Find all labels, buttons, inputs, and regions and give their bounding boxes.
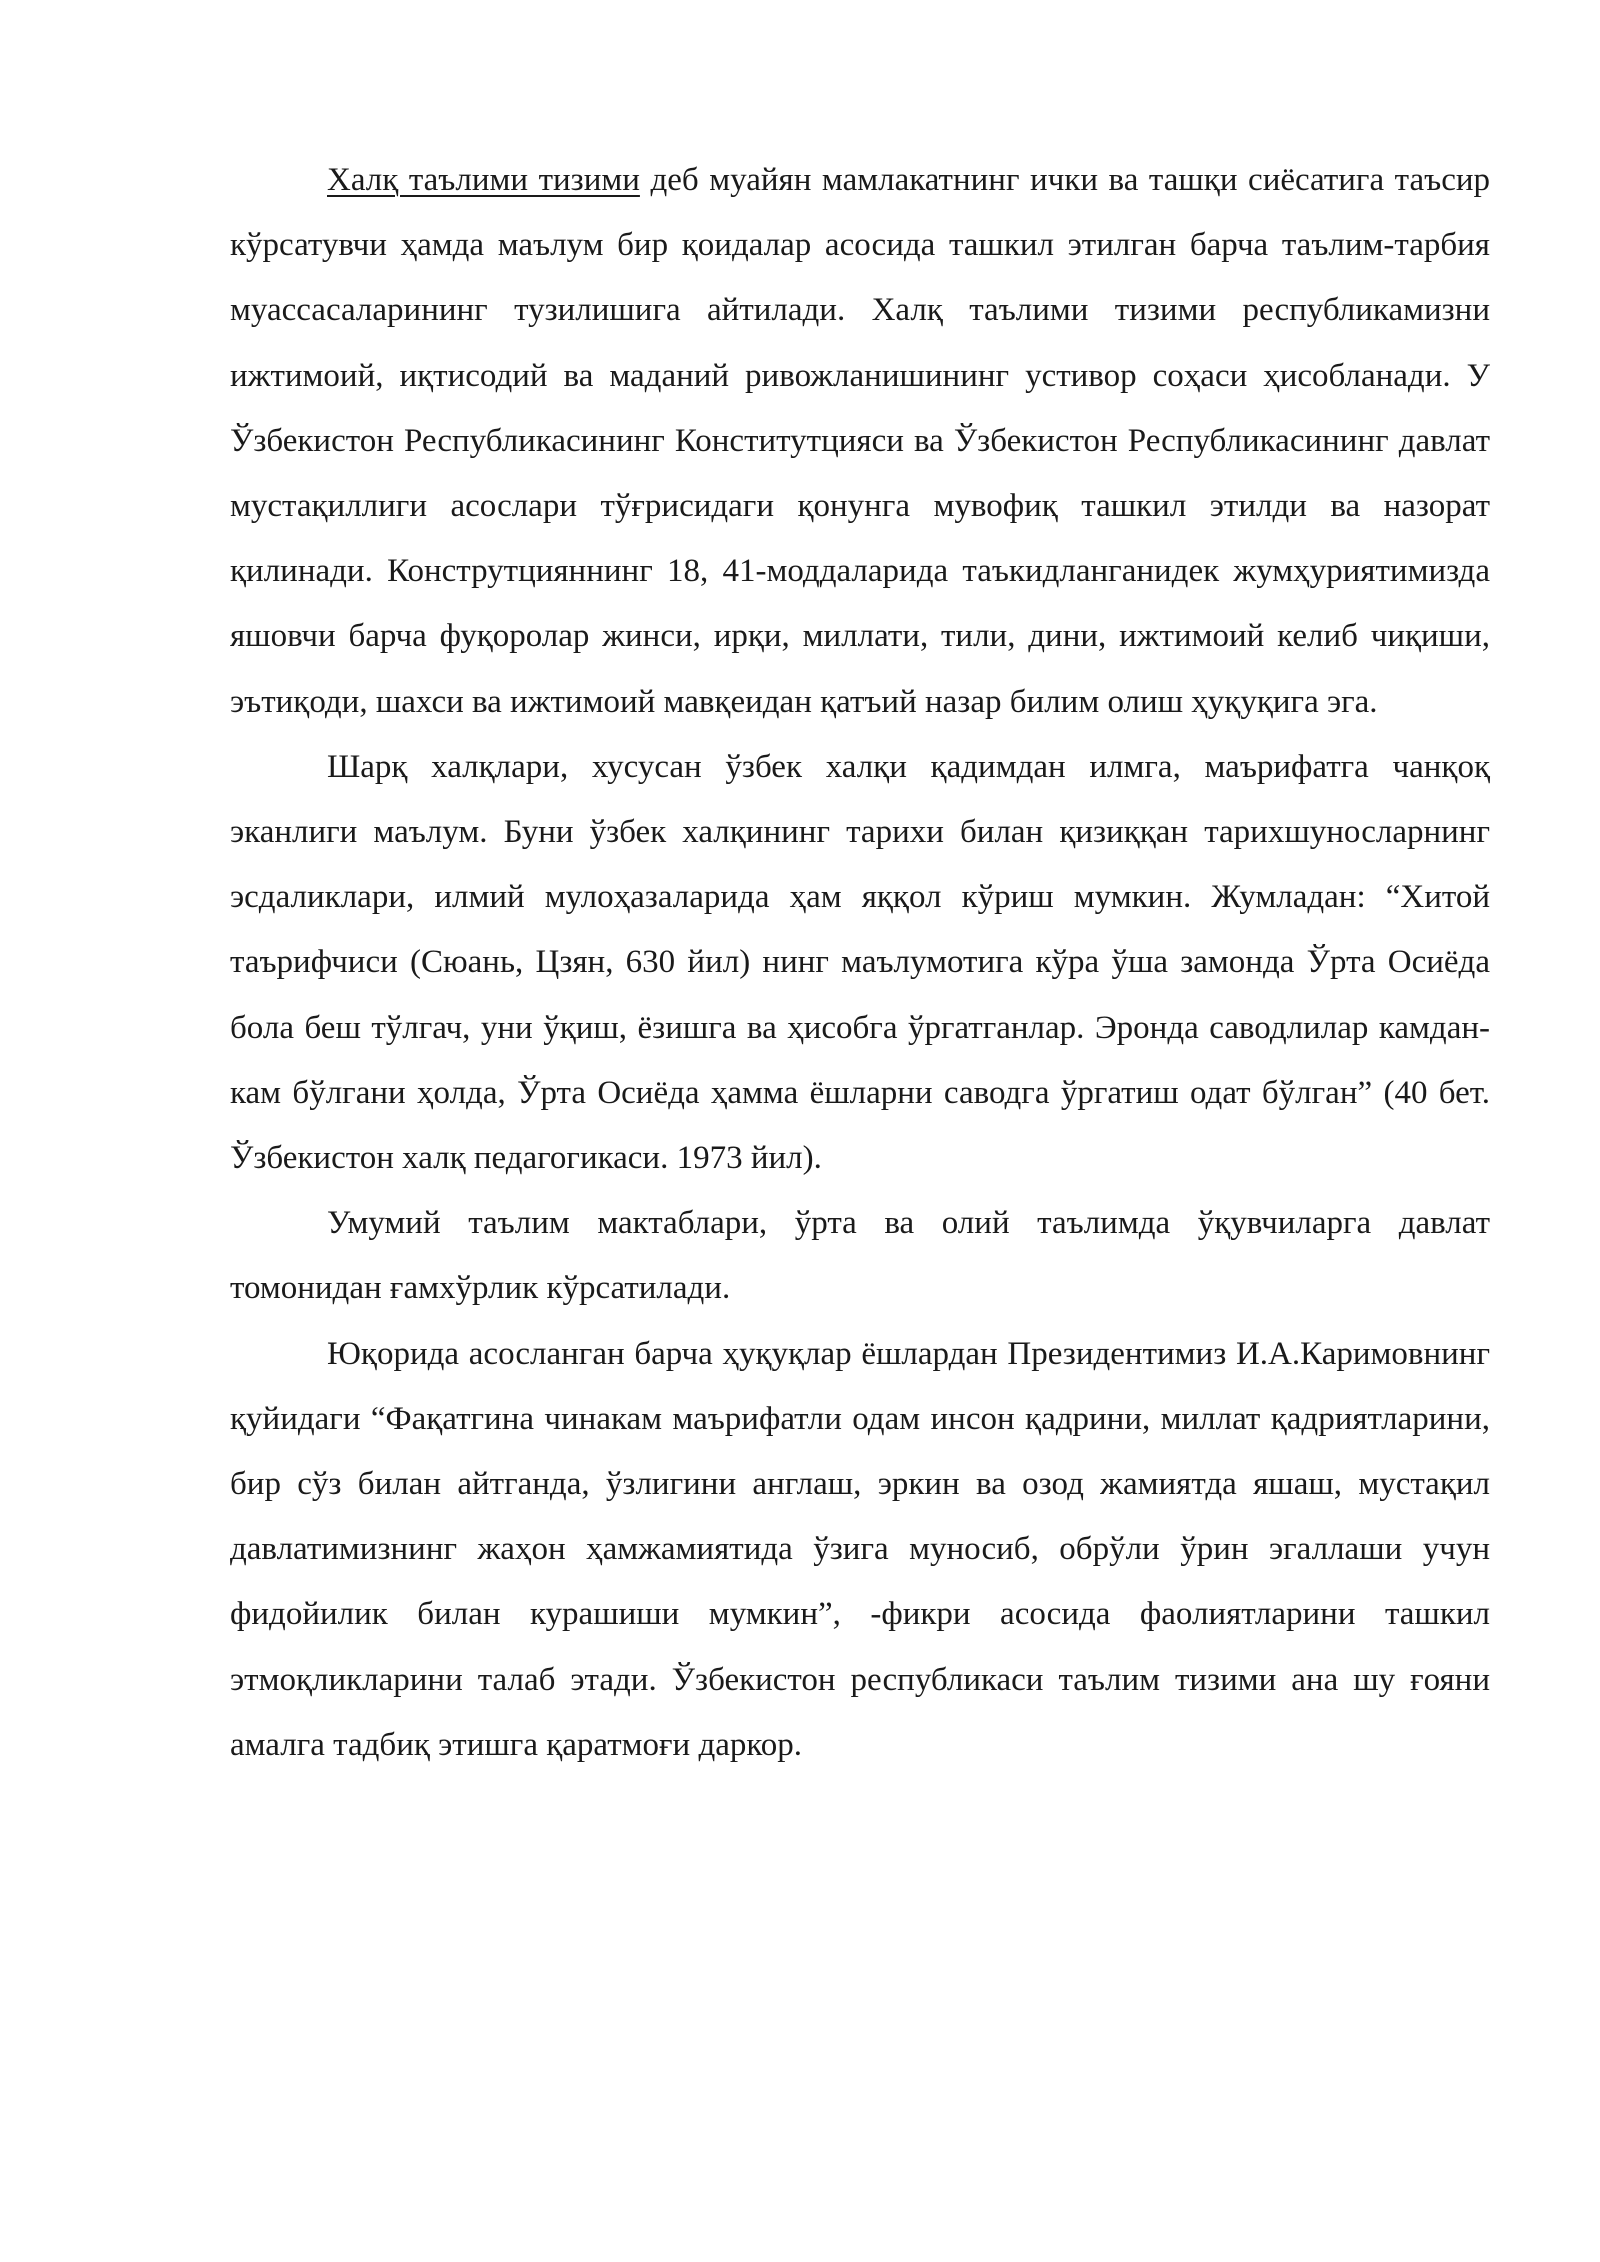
paragraph-3: Умумий таълим мактаблари, ўрта ва олий таълимда ўқувчиларга давлат томонидан ғамхўрлик кўрсатилади. (230, 1205, 1490, 1307)
paragraph-2: Шарқ халқлари, хусусан ўзбек халқи қадимдан илмга, маърифатга чанқоқ эканлиги маълум. Буни ўзбек халқининг тарихи билан қизиққан тарихшуносларнинг эсдаликлари, илмий мулоҳазаларида ҳам яққол кўриш мумкин. Жумладан: “Хитой таърифчиси (Сюань, Цзян, 630 йил) нинг маълумотига кўра ўша замонда Ўрта Осиёда бола беш тўлгач, уни ўқиш, ёзишга ва ҳисобга ўргатганлар. Эронда саводлилар камдан-кам бўлгани ҳолда, Ўрта Осиёда ҳамма ёшларни саводга ўргатиш одат бўлган” (40 бет. Ўзбекистон халқ педагогикаси. 1973 йил). (230, 748, 1490, 1177)
paragraph-1-text: деб муайян мамлакатнинг ички ва ташқи сиёсатига таъсир кўрсатувчи ҳамда маълум бир қоидалар асосида ташкил этилган барча таълим-тарбия муассасаларининг тузилишига айтилади. Халқ таълими тизими республикамизни ижтимоий, иқтисодий ва маданий ривожланишининг устивор соҳаси ҳисобланади. У Ўзбекистон Республикасининг Конститутцияси ва Ўзбекистон Республикасининг давлат мустақиллиги асослари тўғрисидаги қонунга мувофиқ ташкил этилди ва назорат қилинади. Конструтцияннинг 18, 41-моддаларида таъкидланганидек жумҳуриятимизда яшовчи барча фуқоролар жинси, ирқи, миллати, тили, дини, ижтимоий келиб чиқиши, эътиқоди, шахси ва ижтимоий мавқеидан қатъий назар билим олиш ҳуқуқига эга. (230, 162, 1491, 720)
document-page (230, 148, 1490, 1778)
paragraph-4: Юқорида асосланган барча ҳуқуқлар ёшлардан Президентимиз И.А.Каримовнинг қуйидаги “Фақатгина чинакам маърифатли одам инсон қадрини, миллат қадриятларини, бир сўз билан айтганда, ўзлигини англаш, эркин ва озод жамиятда яшаш, мустақил давлатимизнинг жаҳон ҳамжамиятида ўзига муносиб, обрўли ўрин эгаллаши учун фидойилик билан курашиши мумкин”, -фикри асосида фаолиятларини ташкил этмоқликларини талаб этади. Ўзбекистон республикаси таълим тизими ана шу ғояни амалга тадбиқ этишга қаратмоғи даркор. (230, 1335, 1490, 1763)
underlined-term: Халқ таълими тизими (327, 162, 640, 198)
paragraph-1 (230, 148, 1490, 735)
